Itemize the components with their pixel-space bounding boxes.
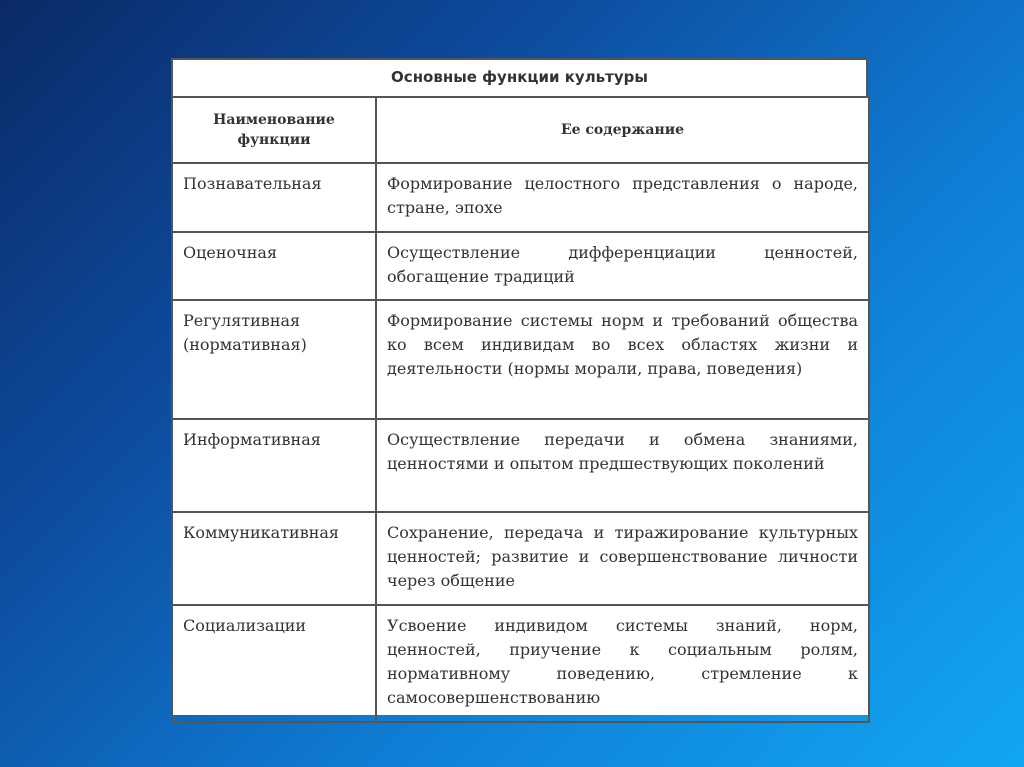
function-content-cell: Сохранение, передача и тиражирование культурных ценностей; развитие и совершенствование личности через общение — [376, 512, 869, 605]
header-row — [172, 97, 869, 163]
functions-table — [171, 96, 870, 723]
function-name-cell: Социализации — [172, 605, 376, 722]
function-content-cell: Осуществление дифференциации ценностей, обогащение традиций — [376, 232, 869, 300]
header-function-content: Ее содержание — [376, 97, 869, 163]
function-name-cell: Коммуникативная — [172, 512, 376, 605]
table-row — [172, 163, 869, 232]
table-row — [172, 300, 869, 419]
table-row — [172, 232, 869, 300]
function-name-cell: Информативная — [172, 419, 376, 512]
culture-functions-card — [171, 58, 868, 715]
function-content-cell: Осуществление передачи и обмена знаниями, ценностями и опытом предшествующих поколений — [376, 419, 869, 512]
function-content-cell: Усвоение индивидом системы знаний, норм, ценностей, приучение к социальным ролям, нормативному поведению, стремление к самосовершенствованию — [376, 605, 869, 722]
function-content-cell: Формирование системы норм и требований общества ко всем индивидам во всех областях жизни и деятельности (нормы морали, права, поведения) — [376, 300, 869, 419]
table-row — [172, 512, 869, 605]
function-name-cell: Познавательная — [172, 163, 376, 232]
header-function-name: Наименование функции — [172, 97, 376, 163]
table-row — [172, 419, 869, 512]
function-content-cell: Формирование целостного представления о народе, стране, эпохе — [376, 163, 869, 232]
function-name-cell: Регулятивная (нормативная) — [172, 300, 376, 419]
function-name-cell: Оценочная — [172, 232, 376, 300]
table-title: Основные функции культуры — [171, 58, 868, 96]
table-row — [172, 605, 869, 722]
